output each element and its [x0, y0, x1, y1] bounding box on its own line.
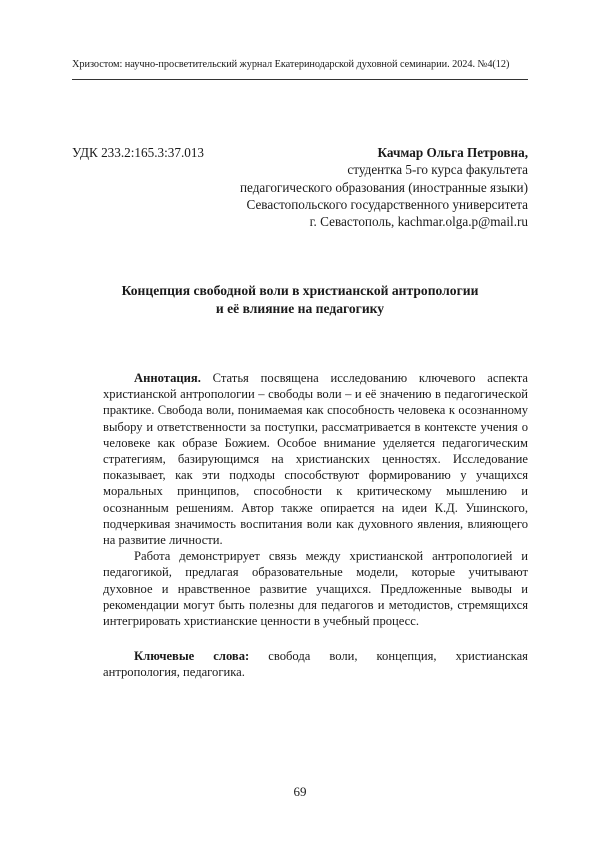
header-divider: [72, 79, 528, 80]
author-contact-line: г. Севастополь, kachmar.olga.p@mail.ru: [309, 214, 528, 230]
keywords-label: Ключевые слова:: [134, 649, 250, 664]
title-line: Концепция свободной воли в христианской антропологии: [121, 283, 479, 298]
running-head: Хризостом: научно-просветительский журнал Екатеринодарской духовной семинарии. 2024. №4(12): [72, 59, 510, 70]
title-line: и её влияние на педагогику: [215, 301, 385, 316]
author-affiliation-line: педагогического образования (иностранные языки): [239, 179, 528, 195]
abstract-paragraph: [103, 370, 528, 548]
abstract-text: Статья посвящена исследованию ключевого аспекта христианской антропологии – свободы воли – и её значению в педагогической практике. Свобода воли, понимаемая как способность человека к осознанному выбору и ответственности за поступки, рассматривается в контексте учения о человеке как образе Божием. Особое внимание уделяется педагогическим стратегиям, базирующимся на христианских ценностях. Исследование показывает, как эти подходы способствуют формированию у учащихся моральных принципов, способности к критическому мышлению и осознанным решениям. Автор также опирается на идеи К.Д. Ушинского, подчеркивая значимость воспитания воли как духовного явления, влияющего на развитие личности.: [103, 371, 528, 548]
author-affiliation-line: Севастопольского государственного университета: [246, 196, 528, 212]
author-block: [240, 144, 528, 230]
article-title: [72, 282, 528, 318]
author-affiliation-line: студентка 5-го курса факультета: [347, 162, 528, 178]
keywords-paragraph: [103, 648, 528, 680]
abstract-label: Аннотация.: [134, 371, 201, 385]
author-name: Качмар Ольга Петровна,: [377, 145, 528, 160]
keywords-text: свобода воли, концепция, христианская антропология, педагогика.: [103, 649, 528, 680]
abstract-paragraph-2: Работа демонстрирует связь между христианской антропологией и педагогикой, предлагая образовательные модели, которые учитывают духовное и нравственное развитие учащихся. Предложенные выводы и рекомендации могут быть полезны для педагогов и методистов, стремящихся интегрировать христианские ценности в учебный процесс.: [103, 549, 528, 629]
udc-code: УДК 233.2:165.3:37.013: [72, 145, 205, 160]
article-abstract: [103, 370, 528, 681]
page-number: 69: [293, 784, 307, 799]
